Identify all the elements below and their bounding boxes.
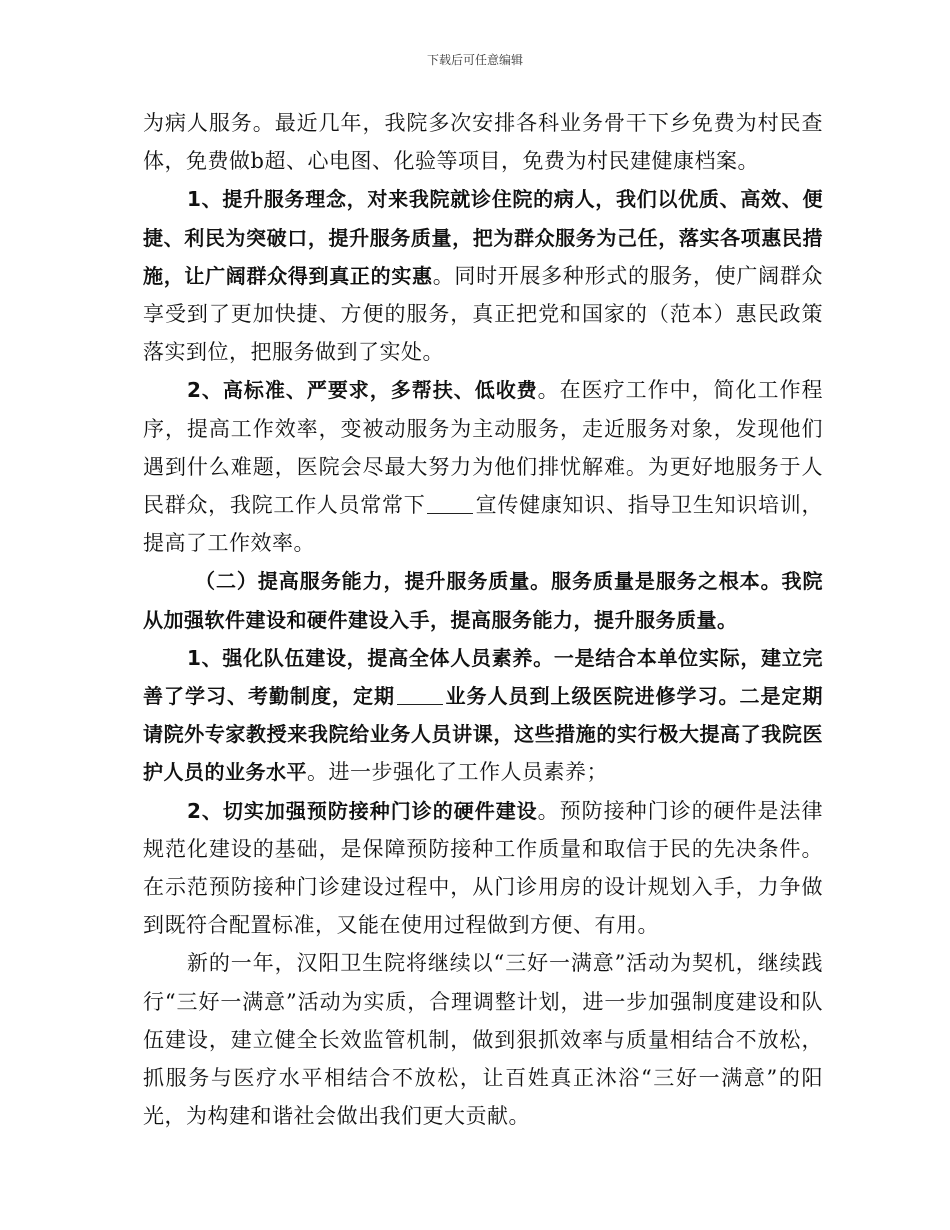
- paragraph-6-normal: 。预防接种门诊的硬件是法律规范化建设的基础，是保障预防接种工作质量和取信于民的先决条件。在示范预防接种门诊建设过程中，从门诊用房的设计规划入手，力争做到既符合配置标准，又能在使用过程做到方便、有用。: [143, 798, 823, 938]
- paragraph-2: [143, 180, 823, 371]
- paragraph-2-normal: 。同时开展多种形式的服务，使广阔群众享受到了更加快捷、方便的服务，真正把党和国家的（范本）惠民政策落实到位，把服务做到了实处。: [143, 263, 824, 365]
- paragraph-1: [143, 104, 823, 180]
- paragraph-5: [143, 639, 823, 792]
- paragraph-2-bold: 1、提升服务理念，对来我院就诊住院的病人，我们以优质、高效、便捷、利民为突破口，提升服务质量，把为群众服务为己任，落实各项惠民措施，让广阔群众得到真正的实惠: [143, 187, 823, 288]
- fill-in-blank: [397, 686, 443, 705]
- paragraph-4-bold: （二）提高服务能力，提升服务质量。服务质量是服务之根本。我院从加强软件建设和硬件建设入手，提高服务能力，提升服务质量。: [143, 569, 823, 632]
- paragraph-3-normal-a: 。在医疗工作中，简化工作程序，提高工作效率，变被动服务为主动服务，走近服务对象，发现他们遇到什么难题，医院会尽最大努力为他们排忧解难。为更好地服务于人民群众，我院工作人员常常下: [143, 378, 823, 518]
- paragraph-5-bold-b: 业务人员到上级医院进修学习。二是定期请院外专家教授来我院给业务人员讲课，这些措施的实行极大提高了我院医护人员的业务水平: [143, 684, 823, 785]
- paragraph-5-normal: 。进一步强化了工作人员素养；: [307, 760, 608, 785]
- fill-in-blank: [427, 495, 473, 514]
- paragraph-6: [143, 792, 823, 945]
- paragraph-7: [143, 944, 823, 1135]
- paragraph-3-normal-b: 宣传健康知识、指导卫生知识培训，提高了工作效率。: [143, 493, 824, 556]
- paragraph-6-bold: 2、切实加强预防接种门诊的硬件建设: [187, 798, 538, 823]
- page-header: 下载后可任意编辑: [426, 53, 523, 67]
- paragraph-3: [143, 371, 823, 562]
- document-body: [143, 104, 823, 1135]
- paragraph-3-bold: 2、高标准、严要求，多帮扶、低收费: [187, 378, 538, 403]
- paragraph-5-bold-a: 1、强化队伍建设，提高全体人员素养。一是结合本单位实际，建立完善了学习、考勤制度，定期: [143, 645, 823, 709]
- paragraph-7-text: 新的一年，汉阳卫生院将继续以“三好一满意”活动为契机，继续践行“三好一满意”活动为实质，合理调整计划，进一步加强制度建设和队伍建设，建立健全长效监管机制，做到狠抓效率与质量相结合不放松，抓服务与医疗水平相结合不放松，让百姓真正沐浴“三好一满意”的阳光，为构建和谐社会做出我们更大贡献。: [143, 951, 823, 1129]
- paragraph-1-text: 为病人服务。最近几年，我院多次安排各科业务骨干下乡免费为村民查体，免费做b超、心电图、化验等项目，免费为村民建健康档案。: [143, 111, 823, 174]
- paragraph-4: [143, 562, 823, 638]
